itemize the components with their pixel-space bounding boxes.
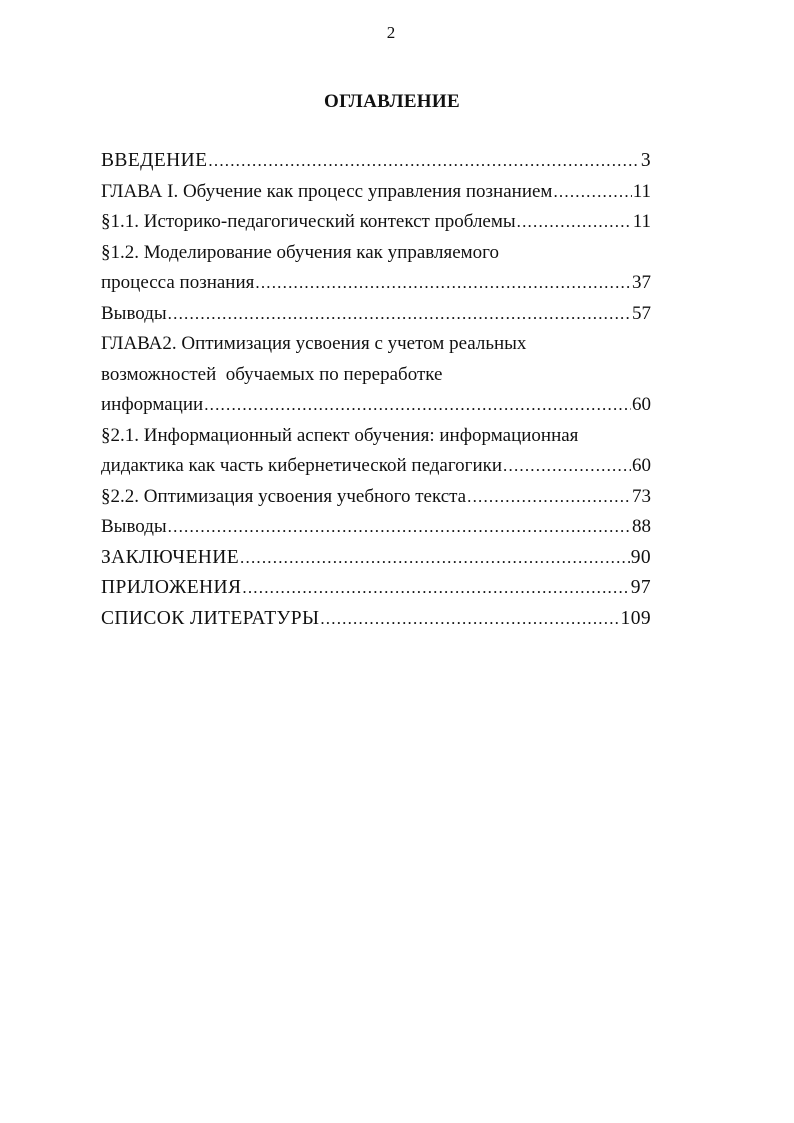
toc-entry-appendices[interactable]	[101, 573, 651, 604]
toc-title: ОГЛАВЛЕНИЕ	[324, 91, 460, 112]
toc-entry-label: информации	[101, 394, 204, 415]
page-number: 2	[386, 23, 396, 42]
dot-leader	[168, 299, 631, 330]
dot-leader	[242, 573, 629, 604]
toc-entry-page: 60	[632, 455, 651, 476]
toc-entry-page: 60	[632, 394, 651, 415]
toc-entry-section-2-2[interactable]	[101, 482, 651, 513]
toc-entry-chapter-1[interactable]	[101, 177, 651, 208]
toc-entry-introduction[interactable]	[101, 146, 651, 177]
toc-entry-label: ПРИЛОЖЕНИЯ	[101, 577, 242, 598]
toc-entry-page: 37	[632, 272, 651, 293]
dot-leader	[553, 177, 631, 208]
toc-entry-label: ГЛАВА2. Оптимизация усвоения с учетом реальных	[101, 333, 527, 354]
toc-entry-page: 109	[620, 607, 651, 629]
toc-entry-conclusions-2[interactable]	[101, 512, 651, 543]
toc-entry-page: 90	[630, 546, 651, 568]
toc-entry-page: 57	[632, 302, 651, 324]
toc-entry-label: §2.2. Оптимизация усвоения учебного текста	[101, 485, 467, 507]
toc-entry-page: 97	[630, 577, 651, 598]
toc-entry-label: Выводы	[101, 516, 167, 537]
dot-leader	[204, 390, 631, 421]
toc-entry-label: ГЛАВА I. Обучение как процесс управления познанием	[101, 180, 553, 202]
toc-entry-section-1-2-line-1[interactable]	[101, 238, 651, 269]
toc-entry-section-2-1-line-1[interactable]	[101, 421, 651, 452]
toc-entry-label: §1.1. Историко-педагогический контекст проблемы	[101, 211, 516, 232]
table-of-contents	[101, 146, 651, 634]
toc-entry-label: §1.2. Моделирование обучения как управляемого	[101, 241, 499, 263]
toc-entry-label: процесса познания	[101, 272, 255, 293]
toc-entry-label: §2.1. Информационный аспект обучения: информационная	[101, 424, 579, 446]
toc-entry-bibliography[interactable]	[101, 604, 651, 635]
toc-entry-label: дидактика как часть кибернетической педагогики	[101, 455, 503, 476]
toc-entry-conclusions-1[interactable]	[101, 299, 651, 330]
dot-leader	[517, 207, 632, 238]
toc-entry-label: возможностей обучаемых по переработке	[101, 363, 443, 385]
toc-entry-page: 11	[632, 180, 651, 202]
toc-entry-conclusion[interactable]	[101, 543, 651, 574]
dot-leader	[467, 482, 631, 513]
toc-entry-chapter-2-line-3[interactable]	[101, 390, 651, 421]
toc-entry-label: СПИСОК ЛИТЕРАТУРЫ	[101, 607, 320, 629]
toc-entry-section-2-1-line-2[interactable]	[101, 451, 651, 482]
dot-leader	[208, 146, 639, 177]
toc-entry-page: 11	[632, 211, 651, 232]
toc-entry-page: 3	[640, 150, 651, 171]
toc-entry-label: ЗАКЛЮЧЕНИЕ	[101, 546, 240, 568]
dot-leader	[320, 604, 619, 635]
toc-entry-section-1-2-line-2[interactable]	[101, 268, 651, 299]
dot-leader	[240, 543, 630, 574]
dot-leader	[503, 451, 631, 482]
toc-entry-page: 88	[632, 516, 651, 537]
dot-leader	[168, 512, 631, 543]
toc-entry-label: Выводы	[101, 302, 167, 324]
toc-entry-chapter-2-line-2[interactable]	[101, 360, 651, 391]
dot-leader	[255, 268, 631, 299]
toc-entry-page: 73	[632, 485, 651, 507]
toc-entry-chapter-2-line-1[interactable]	[101, 329, 651, 360]
toc-entry-label: ВВЕДЕНИЕ	[101, 150, 208, 171]
toc-entry-section-1-1[interactable]	[101, 207, 651, 238]
